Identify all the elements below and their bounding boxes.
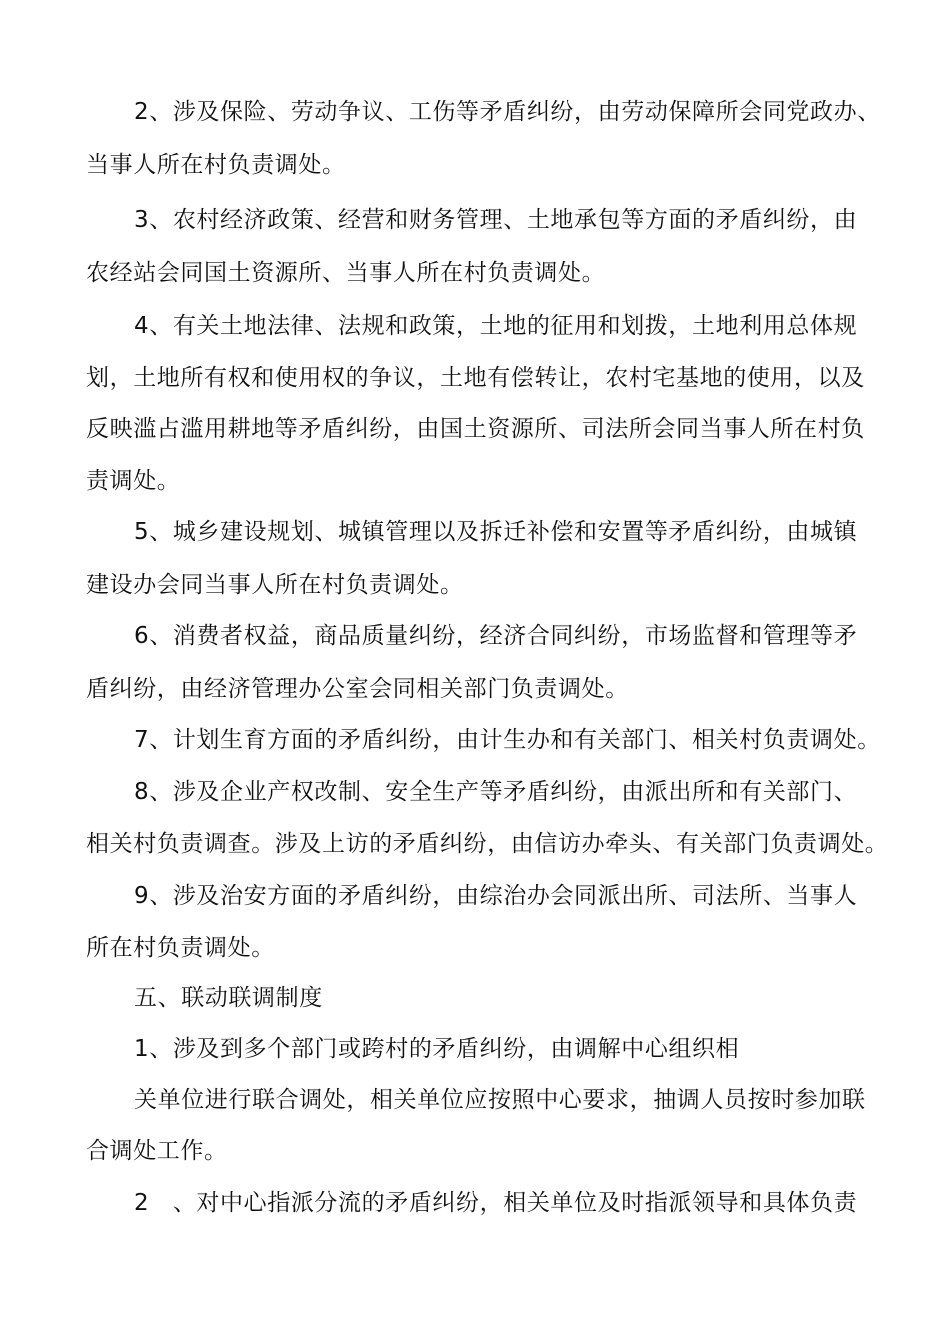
- paragraph-3-line-2: 农经站会同国土资源所、当事人所在村负责调处。: [86, 260, 606, 286]
- paragraph-2-line-2: 当事人所在村负责调处。: [86, 152, 346, 178]
- paragraph-7-line-1: 7、计划生育方面的矛盾纠纷，由计生办和有关部门、相关村负责调处。: [134, 727, 881, 753]
- item-1-line-1: 1、涉及到多个部门或跨村的矛盾纠纷，由调解中心组织相: [134, 1036, 740, 1062]
- paragraph-9-line-2: 所在村负责调处。: [86, 935, 275, 961]
- paragraph-4-line-2: 划，土地所有权和使用权的争议，土地有偿转让，农村宅基地的使用，以及: [86, 365, 865, 391]
- paragraph-6-line-2: 盾纠纷，由经济管理办公室会同相关部门负责调处。: [86, 676, 629, 702]
- paragraph-5-line-1: 5、城乡建设规划、城镇管理以及拆迁补偿和安置等矛盾纠纷，由城镇: [134, 519, 858, 545]
- paragraph-2-line-1: 2、涉及保险、劳动争议、工伤等矛盾纠纷，由劳动保障所会同党政办、: [134, 99, 881, 125]
- section-heading: 五、联动联调制度: [134, 985, 323, 1011]
- item-2-line-1: 2 、对中心指派分流的矛盾纠纷，相关单位及时指派领导和具体负责: [134, 1190, 858, 1216]
- paragraph-5-line-2: 建设办会同当事人所在村负责调处。: [86, 572, 464, 598]
- paragraph-8-line-2: 相关村负责调查。涉及上访的矛盾纠纷，由信访办牵头、有关部门负责调处。: [86, 831, 889, 857]
- continuation-line-1: 关单位进行联合调处，相关单位应按照中心要求，抽调人员按时参加联: [134, 1087, 866, 1113]
- paragraph-6-line-1: 6、消费者权益，商品质量纠纷，经济合同纠纷，市场监督和管理等矛: [134, 623, 858, 649]
- paragraph-8-line-1: 8、涉及企业产权改制、安全生产等矛盾纠纷，由派出所和有关部门、: [134, 779, 858, 805]
- continuation-line-2: 合调处工作。: [86, 1138, 228, 1164]
- paragraph-4-line-3: 反映滥占滥用耕地等矛盾纠纷，由国土资源所、司法所会同当事人所在村负: [86, 416, 865, 442]
- paragraph-4-line-4: 责调处。: [86, 468, 181, 494]
- paragraph-3-line-1: 3、农村经济政策、经营和财务管理、土地承包等方面的矛盾纠纷，由: [134, 207, 858, 233]
- paragraph-4-line-1: 4、有关土地法律、法规和政策，土地的征用和划拨，土地利用总体规: [134, 313, 858, 339]
- paragraph-9-line-1: 9、涉及治安方面的矛盾纠纷，由综治办会同派出所、司法所、当事人: [134, 883, 858, 909]
